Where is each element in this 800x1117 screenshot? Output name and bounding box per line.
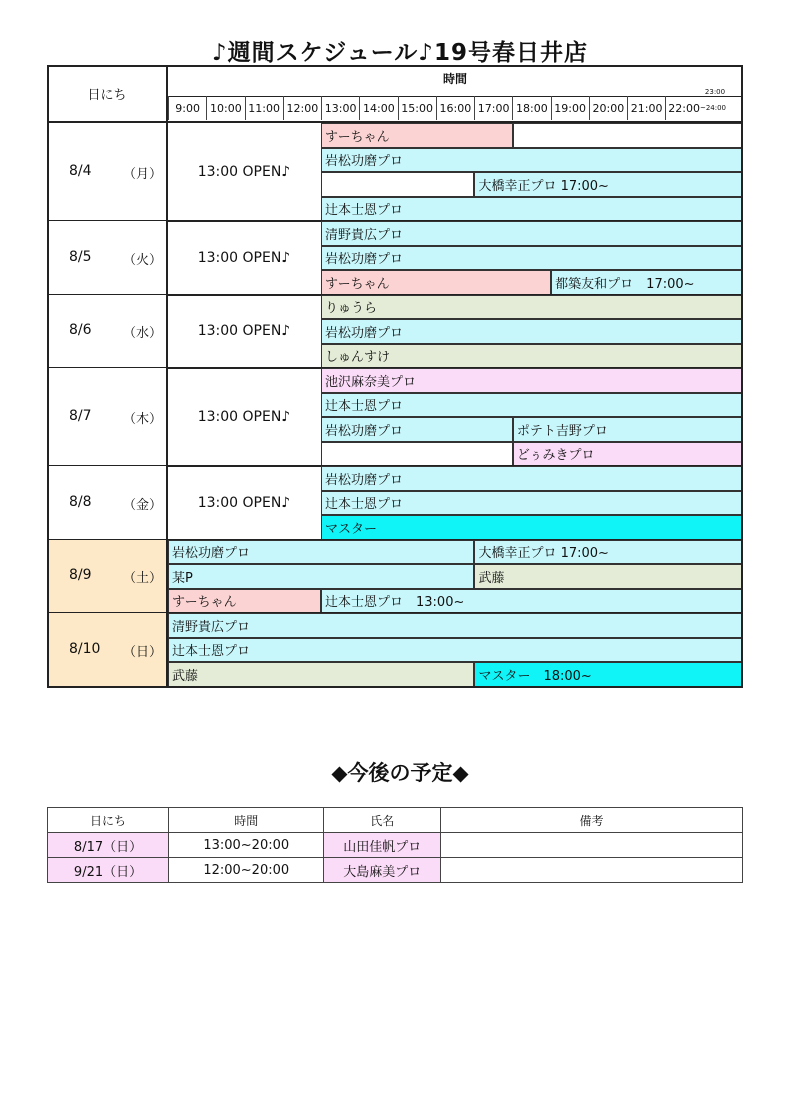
future-time-cell: 12:00~20:00: [169, 858, 324, 883]
future-date-cell: 8/17（日）: [48, 833, 169, 858]
hour-label: 10:00: [206, 96, 244, 120]
staff-slot: 辻本士恩プロ: [168, 638, 743, 663]
staff-slot: 辻本士恩プロ 13:00~: [321, 589, 743, 614]
staff-slot: すーちゃん: [321, 270, 551, 295]
staff-slot: りゅうら: [321, 295, 743, 320]
future-table: [47, 807, 743, 883]
staff-slot: すーちゃん: [168, 589, 321, 614]
future-note-cell: [440, 833, 742, 858]
staff-slot: どぅみきプロ: [513, 442, 743, 467]
day-weekday: （土）: [123, 571, 163, 587]
hour-label: 19:00: [551, 96, 589, 120]
staff-slot: 都築友和プロ 17:00~: [551, 270, 743, 295]
future-name-cell: 山田佳帆プロ: [324, 833, 441, 858]
day-date: 8/4: [69, 163, 92, 179]
open-note: 13:00 OPEN♪: [197, 249, 291, 266]
staff-slot: 辻本士恩プロ: [321, 197, 743, 222]
staff-slot: 武藤: [168, 662, 474, 687]
future-header-cell: 時間: [169, 808, 324, 833]
day-weekday: （日）: [123, 644, 163, 660]
staff-slot: マスター 18:00~: [474, 662, 743, 687]
open-note: 13:00 OPEN♪: [197, 494, 291, 511]
future-header-cell: 日にち: [48, 808, 169, 833]
hour-label: 9:00: [168, 96, 206, 120]
staff-slot: 岩松功磨プロ: [321, 246, 743, 271]
day-weekday: （火）: [123, 252, 163, 268]
future-row: [48, 858, 743, 883]
hour-label: 16:00: [436, 96, 474, 120]
hour-label: 11:00: [245, 96, 283, 120]
day-date: 8/5: [69, 248, 92, 265]
time-column-header: 時間: [442, 71, 467, 86]
staff-slot: 清野貴広プロ: [321, 221, 743, 246]
staff-slot: すーちゃん: [321, 123, 513, 148]
staff-slot: 大橋幸正プロ 17:00~: [474, 540, 743, 565]
hour-label: 20:00: [589, 96, 627, 120]
page-title: ♪週間スケジュール♪19号春日井店: [212, 40, 588, 66]
staff-slot: 岩松功磨プロ: [321, 417, 513, 442]
day-weekday: （木）: [123, 412, 163, 427]
staff-slot: しゅんすけ: [321, 344, 743, 369]
hour-label: 12:00: [283, 96, 321, 120]
future-name-cell: 大島麻美プロ: [324, 858, 441, 883]
schedule-frame: [47, 65, 743, 688]
staff-slot: ポテト吉野プロ: [513, 417, 743, 442]
staff-slot: 某P: [168, 564, 474, 589]
day-date: 8/8: [69, 493, 92, 510]
day-date: 8/9: [69, 567, 92, 584]
future-header-row: [48, 808, 743, 833]
date-column-header: 日にち: [87, 87, 127, 103]
day-date: 8/7: [69, 408, 92, 424]
future-header-cell: 備考: [440, 808, 742, 833]
staff-slot: 岩松功磨プロ: [321, 148, 743, 173]
future-date-cell: 9/21（日）: [48, 858, 169, 883]
future-note-cell: [440, 858, 742, 883]
last-hour-suffix: ~24:00: [699, 104, 726, 112]
staff-slot: 清野貴広プロ: [168, 613, 743, 638]
day-weekday: （金）: [123, 497, 163, 513]
day-weekday: （水）: [123, 326, 163, 342]
staff-slot: 岩松功磨プロ: [168, 540, 474, 565]
staff-slot: マスター: [321, 515, 743, 540]
day-date: 8/10: [69, 640, 101, 657]
hour-label-text: 22:00: [668, 101, 700, 115]
day-date: 8/6: [69, 322, 92, 339]
staff-slot: 武藤: [474, 564, 743, 589]
hour-label: 18:00: [512, 96, 550, 120]
open-note: 13:00 OPEN♪: [197, 409, 291, 425]
hour-label: 13:00: [321, 96, 359, 120]
day-weekday: （月）: [123, 167, 163, 182]
staff-slot: 池沢麻奈美プロ: [321, 368, 743, 393]
hour-label: 14:00: [359, 96, 397, 120]
open-note: 13:00 OPEN♪: [197, 164, 291, 180]
future-schedule-title: ◆今後の予定◆: [331, 761, 469, 785]
future-time-cell: 13:00~20:00: [169, 833, 324, 858]
future-header-cell: 氏名: [324, 808, 441, 833]
hour-label: 15:00: [398, 96, 436, 120]
marker-23-label: 23:00: [704, 88, 726, 96]
hour-label: 17:00: [474, 96, 512, 120]
staff-slot: 岩松功磨プロ: [321, 319, 743, 344]
future-row: [48, 833, 743, 858]
hour-label: 21:00: [627, 96, 665, 120]
staff-slot: 大橋幸正プロ 17:00~: [474, 172, 743, 197]
staff-slot: 岩松功磨プロ: [321, 466, 743, 491]
staff-slot: 辻本士恩プロ: [321, 393, 743, 418]
open-note: 13:00 OPEN♪: [197, 323, 291, 340]
staff-slot: 辻本士恩プロ: [321, 491, 743, 516]
